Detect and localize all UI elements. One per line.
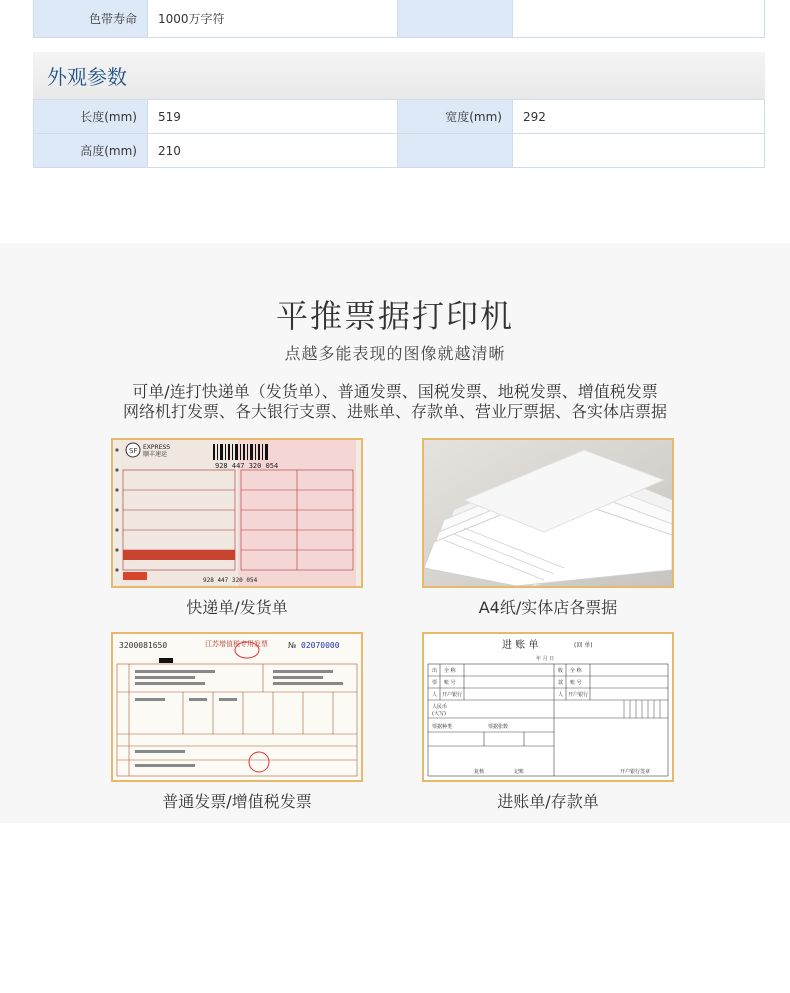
slip-payee-char1: 收 (558, 668, 564, 674)
slip-payer-char2: 票 (432, 680, 438, 686)
slip-payer-char1: 出 (432, 668, 438, 674)
spec-key: 色带寿命 (33, 0, 148, 37)
slip-subtitle: (回 单) (574, 642, 593, 649)
invoice-illustration (113, 634, 361, 780)
spec-key (398, 0, 513, 37)
section-header (33, 52, 765, 100)
slip-field-type: 票据种类 (432, 724, 453, 730)
paper-stack-illustration (424, 440, 672, 586)
invoice-title: 江苏增值税专用发票 (205, 640, 268, 648)
spec-key (398, 134, 513, 167)
deposit-slip-illustration (424, 634, 672, 780)
spec-value: 519 (148, 100, 398, 133)
product-title: 平推票据打印机 (275, 297, 514, 335)
slip-payer-char3: 人 (432, 692, 438, 698)
spec-table (33, 0, 765, 168)
slip-field-words: (大写) (432, 711, 446, 717)
card-caption: 普通发票/增值税发票 (162, 792, 312, 811)
invoice-no-prefix: № (288, 641, 297, 650)
slip-field-rmb: 人民币 (432, 704, 448, 710)
slip-field-account: 账 号 (444, 680, 456, 686)
slip-field-count: 票据张数 (488, 724, 509, 730)
product-desc-line2: 网络机打发票、各大银行支票、进账单、存款单、营业厅票据、各实体店票据 (122, 402, 667, 421)
barcode-number: 928 447 320 054 (215, 462, 279, 470)
spec-row (33, 0, 765, 38)
express-label: EXPRESS (143, 444, 171, 451)
svg-text:SF: SF (129, 447, 138, 455)
spec-value (513, 0, 765, 37)
spec-row (33, 134, 765, 168)
product-subtitle: 点越多能表现的图像就越清晰 (284, 344, 506, 363)
spec-key: 宽度(mm) (398, 100, 513, 133)
express-waybill-image (111, 438, 363, 588)
product-showcase (0, 243, 790, 823)
slip-payee-name: 全 称 (570, 668, 582, 674)
footer-number: 928 447 320 054 (203, 577, 258, 584)
card-caption: 快递单/发货单 (186, 598, 288, 617)
card-caption: A4纸/实体店各票据 (478, 598, 618, 617)
slip-payee-account: 账 号 (570, 680, 582, 686)
invoice-image (111, 632, 363, 782)
a4-paper-image (422, 438, 674, 588)
section-title: 外观参数 (47, 65, 127, 89)
slip-review: 复核 (474, 769, 485, 775)
card-caption: 进账单/存款单 (497, 792, 599, 811)
spec-value: 210 (148, 134, 398, 167)
slip-payee-bank: 开户银行 (568, 692, 589, 698)
slip-bank-seal: 开户银行签章 (620, 769, 651, 775)
product-desc-line1: 可单/连打快递单（发货单）、普通发票、国税发票、地税发票、增值税发票 (132, 382, 658, 401)
slip-field-name: 全 称 (444, 668, 456, 674)
spec-key: 长度(mm) (33, 100, 148, 133)
slip-record: 记账 (514, 769, 525, 775)
invoice-number: 02070000 (301, 641, 340, 650)
slip-title: 进 账 单 (502, 640, 539, 651)
deposit-slip-image (422, 632, 674, 782)
slip-field-bank: 开户银行 (442, 692, 463, 698)
sf-label: 顺丰速运 (143, 451, 168, 458)
spec-value: 292 (513, 100, 765, 133)
waybill-illustration (113, 440, 361, 586)
spec-value: 1000万字符 (148, 0, 398, 37)
invoice-code: 3200081650 (119, 641, 168, 650)
spec-row (33, 100, 765, 134)
slip-payee-char3: 人 (558, 692, 564, 698)
spec-key: 高度(mm) (33, 134, 148, 167)
slip-date: 年 月 日 (536, 656, 555, 662)
slip-payee-char2: 款 (558, 680, 564, 686)
spec-value (513, 134, 765, 167)
